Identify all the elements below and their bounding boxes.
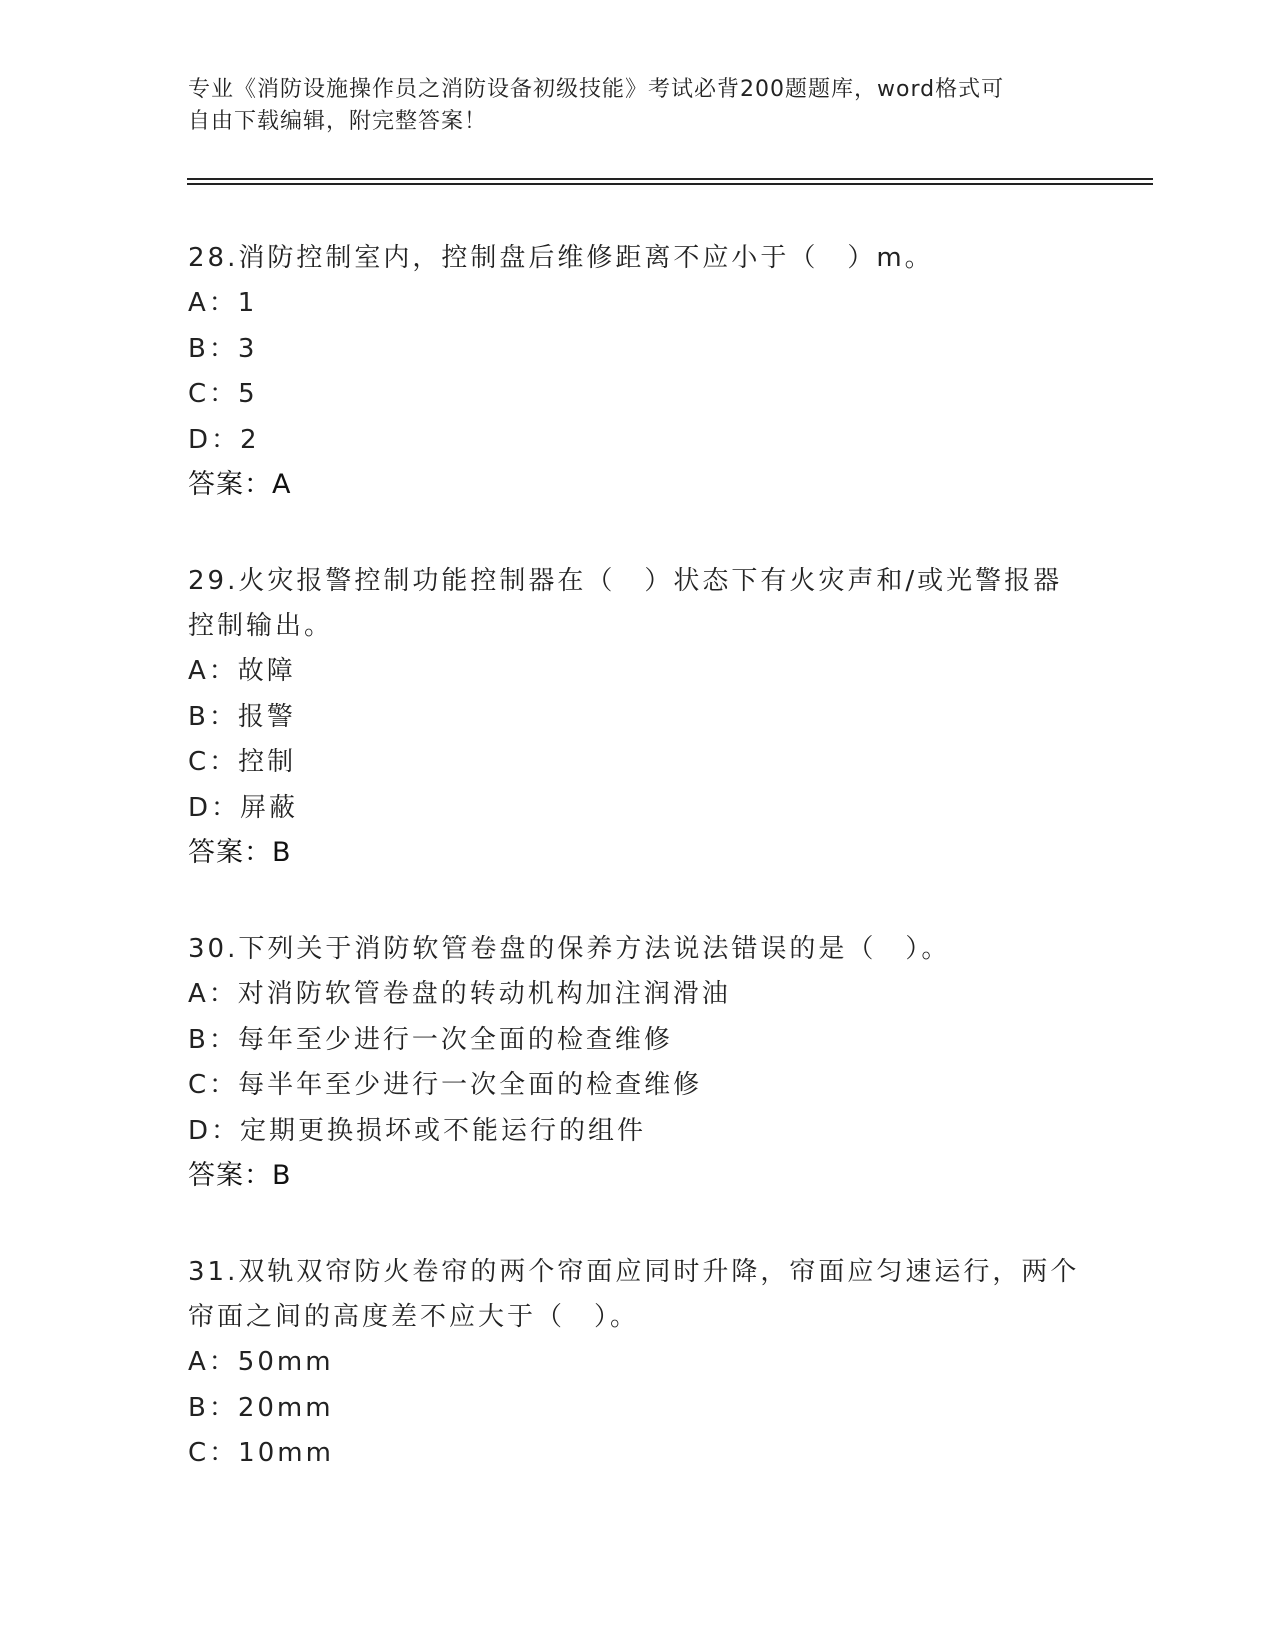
question-stem: 29.火灾报警控制功能控制器在（ ）状态下有火灾声和/或光警报器控制输出。	[188, 566, 1063, 641]
question-30	[188, 927, 1088, 1198]
answer: 答案：B	[188, 837, 292, 868]
header-divider-top	[187, 178, 1153, 180]
option-a: A：50mm	[188, 1347, 334, 1377]
option-b: B：20mm	[188, 1392, 334, 1423]
option-c: C：每半年至少进行一次全面的检查维修	[188, 1070, 703, 1100]
header-line-1: 专业《消防设施操作员之消防设备初级技能》考试必背200题题库，word格式可	[188, 77, 1005, 102]
option-c: C：10mm	[188, 1438, 334, 1468]
question-list	[188, 236, 1088, 1529]
option-a: A：对消防软管卷盘的转动机构加注润滑油	[188, 979, 731, 1009]
question-31	[188, 1250, 1088, 1477]
option-c: C：控制	[188, 747, 297, 777]
answer: 答案：B	[188, 1160, 292, 1191]
answer: 答案：A	[188, 469, 292, 500]
option-d: D：屏蔽	[188, 792, 299, 823]
question-stem: 31.双轨双帘防火卷帘的两个帘面应同时升降，帘面应匀速运行，两个帘面之间的高度差不应大于（ ）。	[188, 1257, 1080, 1332]
question-stem: 30.下列关于消防软管卷盘的保养方法说法错误的是（ ）。	[188, 934, 951, 964]
option-d: D：2	[188, 424, 260, 455]
option-b: B：每年至少进行一次全面的检查维修	[188, 1024, 673, 1055]
question-29	[188, 559, 1088, 875]
option-b: B：3	[188, 333, 258, 364]
option-c: C：5	[188, 379, 258, 409]
header-divider-bottom	[187, 183, 1153, 185]
header-line-2: 自由下载编辑，附完整答案！	[188, 109, 488, 134]
question-stem: 28.消防控制室内，控制盘后维修距离不应小于（ ）m。	[188, 243, 934, 273]
document-header	[188, 74, 1068, 138]
question-28	[188, 236, 1088, 507]
option-b: B：报警	[188, 701, 296, 732]
option-d: D：定期更换损坏或不能运行的组件	[188, 1115, 647, 1146]
option-a: A：1	[188, 288, 258, 318]
option-a: A：故障	[188, 656, 296, 686]
